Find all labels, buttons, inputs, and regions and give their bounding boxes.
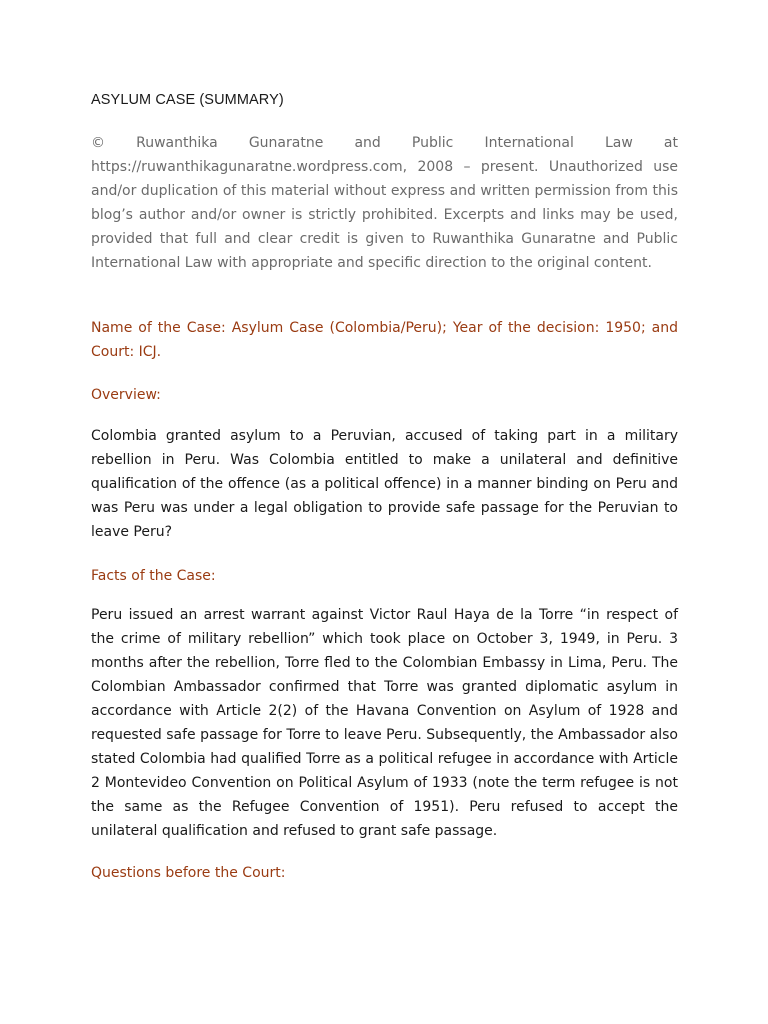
copyright-notice: © Ruwanthika Gunaratne and Public International Law at https://ruwanthikagunaratne.wordpress.com, 2008 – present. Unauthorized use and/or duplication of this material without express and written permission from this blog’s author and/or owner is strictly prohibited. Excerpts and links may be used, provided that full and clear credit is given to Ruwanthika Gunaratne and Public International Law with appropriate and specific direction to the original content. [91,135,678,271]
facts-heading: Facts of the Case: [91,568,216,584]
questions-heading: Questions before the Court: [91,865,286,881]
facts-paragraph: Peru issued an arrest warrant against Victor Raul Haya de la Torre “in respect of the crime of military rebellion” which took place on October 3, 1949, in Peru. 3 months after the rebellion, Torre fled to the Colombian Embassy in Lima, Peru. The Colombian Ambassador confirmed that Torre was granted diplomatic asylum in accordance with Article 2(2) of the Havana Convention on Asylum of 1928 and requested safe passage for Torre to leave Peru. Subsequently, the Ambassador also stated Colombia had qualified Torre as a political refugee in accordance with Article 2 Montevideo Convention on Political Asylum of 1933 (note the term refugee is not the same as the Refugee Convention of 1951). Peru refused to accept the unilateral qualification and refused to grant safe passage. [91,607,678,839]
overview-paragraph: Colombia granted asylum to a Peruvian, accused of taking part in a military rebellion in Peru. Was Colombia entitled to make a unilateral and definitive qualification of the offence (as a political offence) in a manner binding on Peru and was Peru was under a legal obligation to provide safe passage for the Peruvian to leave Peru? [91,428,678,540]
document-title: ASYLUM CASE (SUMMARY) [91,92,284,108]
overview-heading: Overview: [91,387,161,403]
case-name-line: Name of the Case: Asylum Case (Colombia/Peru); Year of the decision: 1950; and Court: ICJ. [91,320,678,360]
